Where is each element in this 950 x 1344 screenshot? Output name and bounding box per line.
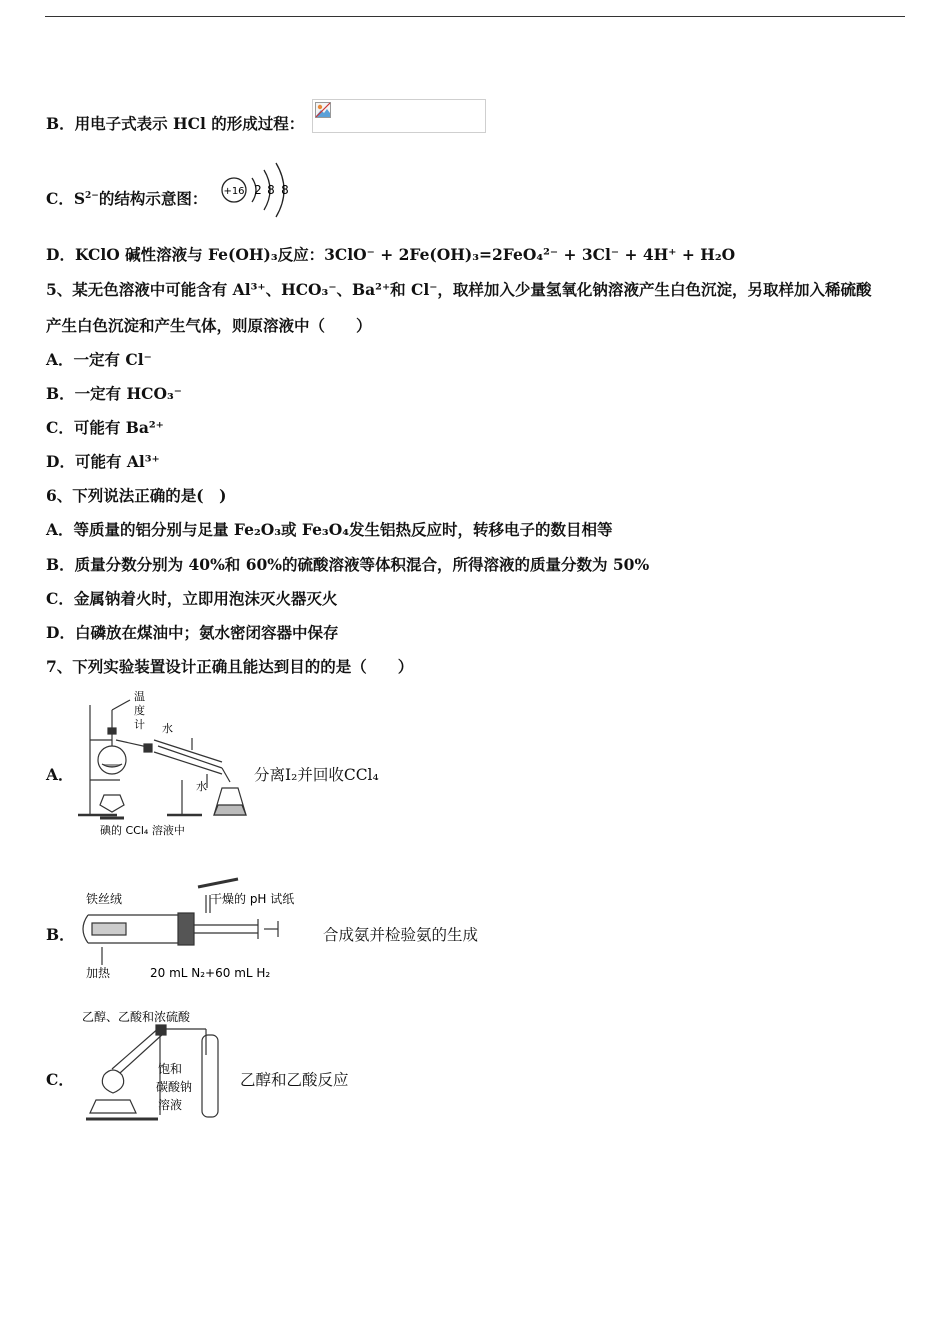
q7-option-b-caption: 合成氨并检验氨的生成 [323,926,479,944]
option-label: C． [46,189,74,208]
label-water-out: 水 [196,780,207,793]
q7-option-a-label: A． [46,765,74,784]
ion-charge: 2− [85,191,99,201]
ammonia-synthesis-apparatus-figure [78,875,323,985]
broken-image-icon [315,102,331,118]
q5-option-c: C．可能有 Ba²⁺ [46,418,164,437]
q5-stem-line2: 产生白色沉淀和产生气体，则原溶液中（ ） [46,316,372,335]
label-thermometer-1: 温 [134,690,145,703]
q5-option-a: A．一定有 Cl⁻ [46,350,152,369]
q6-option-d: D．白磷放在煤油中；氨水密闭容器中保存 [46,623,339,642]
option-label: D． [46,245,75,264]
nucleus-charge: +16 [223,186,245,197]
q6-option-a: A．等质量的铝分别与足量 Fe₂O₃或 Fe₃O₄发生铝热反应时，转移电子的数目相等 [46,520,613,539]
shell-count-1: 2 [254,183,262,197]
label-water-in: 水 [162,722,173,735]
option-text: 用电子式表示 HCl 的形成过程： [74,114,305,133]
q7-option-c-caption: 乙醇和乙酸反应 [240,1071,349,1089]
q6-option-b: B．质量分数分别为 40%和 60%的硫酸溶液等体积混合，所得溶液的质量分数为 50% [46,555,650,574]
option-text: 的结构示意图： [98,189,208,208]
sulfide-structure-diagram [218,160,298,220]
header-rule [45,16,905,17]
q7-option-a-caption: 分离I₂并回收CCl₄ [254,766,379,784]
label-gas-volume: 20 mL N₂+60 mL H₂ [150,966,271,980]
shell-count-2: 8 [267,183,275,197]
q4-option-d [46,245,735,265]
distillation-apparatus-figure [72,690,247,840]
label-saturated-2: 碳酸钠 [156,1080,193,1094]
label-saturated-1: 饱和 [158,1062,183,1076]
label-saturated-3: 溶液 [158,1098,183,1112]
q6-stem: 6、下列说法正确的是( ) [46,486,227,505]
option-text: KClO 碱性溶液与 Fe(OH)₃反应：3ClO⁻ + 2Fe(OH)₃=2FeO₄²⁻ + 3Cl⁻ + 4H⁺ + H₂O [74,245,736,264]
q7-option-c-label: C． [46,1070,74,1089]
q4-option-c [46,186,207,209]
option-label: B． [46,114,75,133]
q6-option-c: C．金属钠着火时，立即用泡沫灭火器灭火 [46,589,338,608]
label-thermometer-3: 计 [134,718,145,731]
label-iron-wool: 铁丝绒 [86,892,123,906]
label-flask-contents: 碘的 CCl₄ 溶液中 [100,824,185,837]
q5-stem-line1: 5、某无色溶液中可能含有 Al³⁺、HCO₃⁻、Ba²⁺和 Cl⁻，取样加入少量氢氧化钠溶液产生白色沉淀，另取样加入稀硫酸 [46,280,872,299]
q4-option-b [46,114,304,134]
shell-count-3: 8 [281,183,289,197]
label-reagents: 乙醇、乙酸和浓硫酸 [82,1010,191,1024]
ion-symbol: S [73,189,86,208]
label-thermometer-2: 度 [134,704,145,717]
label-heat: 加热 [86,966,111,980]
esterification-apparatus-figure [78,1005,233,1130]
q5-option-b: B．一定有 HCO₃⁻ [46,384,182,403]
label-ph-paper: 干燥的 pH 试纸 [210,892,295,906]
q7-stem: 7、下列实验装置设计正确且能达到目的的是（ ） [46,657,414,676]
q7-option-b-label: B． [46,925,75,944]
broken-image-placeholder [312,99,486,133]
q5-option-d: D．可能有 Al³⁺ [46,452,160,471]
